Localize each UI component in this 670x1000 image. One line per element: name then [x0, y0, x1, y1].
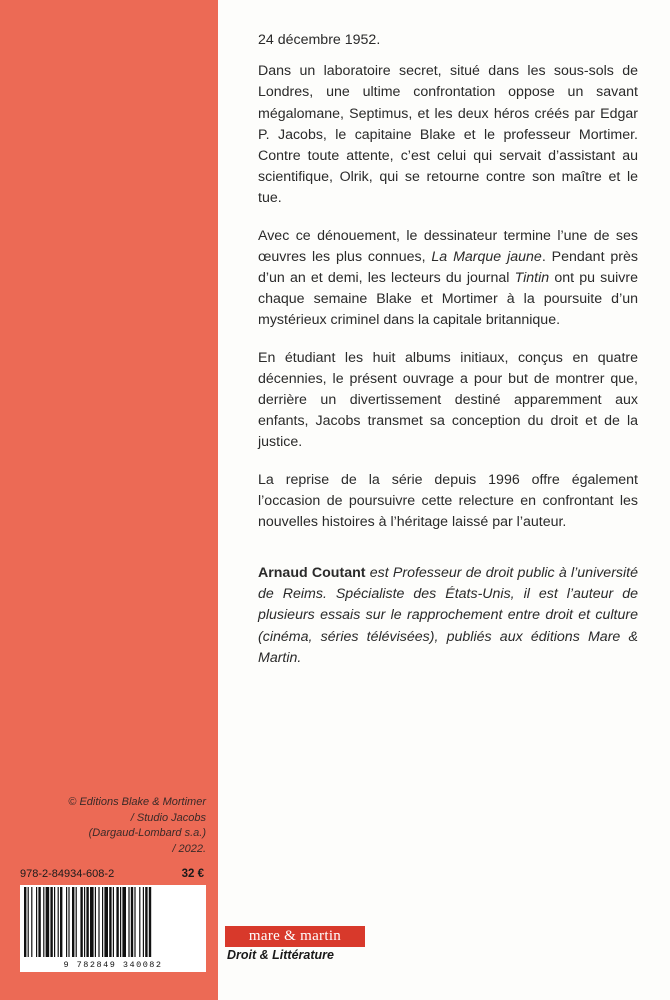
blurb-text	[258, 30, 638, 549]
copyright-line-4: / 2022.	[172, 842, 206, 855]
journal-title-tintin: Tintin	[514, 270, 550, 287]
collection-name: Droit & Littérature	[227, 948, 334, 962]
blurb-paragraph-1: Dans un laboratoire secret, situé dans les sous-sols de Londres, une ultime confrontation oppose un savant mégalomane, Septimus, et les deux héros créés par Edgar P. Jacobs, le capitaine Blake et le professeur Mortimer. Contre toute attente, c’est celui qui servait d’assistant au scientifique, Olrik, qui se retourne contre son maître et le tue.	[258, 63, 638, 207]
p2-part-b: . Pendant près d’un an et demi, les lecteurs du journal	[258, 248, 638, 287]
barcode-digits: 9 782849 340082	[63, 960, 163, 970]
p2-part-c: ont pu suivre chaque semaine Blake et Mortimer à la poursuite d’un mystérieux criminel dans la capitale britannique.	[258, 270, 638, 329]
copyright-line-1: © Editions Blake & Mortimer	[68, 796, 206, 808]
author-bio	[258, 563, 638, 669]
image-copyright	[20, 795, 206, 857]
price-label: 32 €	[181, 868, 204, 880]
isbn-number: 978-2-84934-608-2	[20, 868, 115, 880]
isbn-price-row	[20, 868, 206, 884]
copyright-line-3: (Dargaud-Lombard s.a.)	[88, 827, 206, 839]
blurb-date: 24 décembre 1952.	[258, 32, 381, 48]
blurb-paragraph-2	[258, 226, 638, 332]
barcode-icon	[20, 885, 206, 959]
publisher-logo: mare & martin	[225, 926, 365, 947]
p2-part-a: Avec ce dénouement, le dessinateur termine l’une de ses œuvres les plus connues,	[258, 227, 638, 265]
blurb-paragraph-3: En étudiant les huit albums initiaux, conçus en quatre décennies, le présent ouvrage a pour but de montrer que, derrière un divertissement destiné apparemment aux enfants, Jacobs transmet sa conception du droit et de la justice.	[258, 349, 638, 451]
copyright-line-2: / Studio Jacobs	[130, 811, 206, 824]
book-title-la-marque-jaune: La Marque jaune	[431, 248, 542, 265]
blurb-paragraph-4: La reprise de la série depuis 1996 offre également l’occasion de poursuivre cette relecture en confrontant les nouvelles histoires à l’héritage laissé par l’auteur.	[258, 471, 638, 531]
author-name: Arnaud Coutant	[258, 565, 366, 581]
author-description: est Professeur de droit public à l’université de Reims. Spécialiste des États-Unis, il est l’auteur de plusieurs essais sur le rapprochement entre droit et culture (cinéma, séries télévisées), publiés aux éditions Mare & Martin.	[258, 565, 639, 666]
barcode	[20, 885, 206, 972]
